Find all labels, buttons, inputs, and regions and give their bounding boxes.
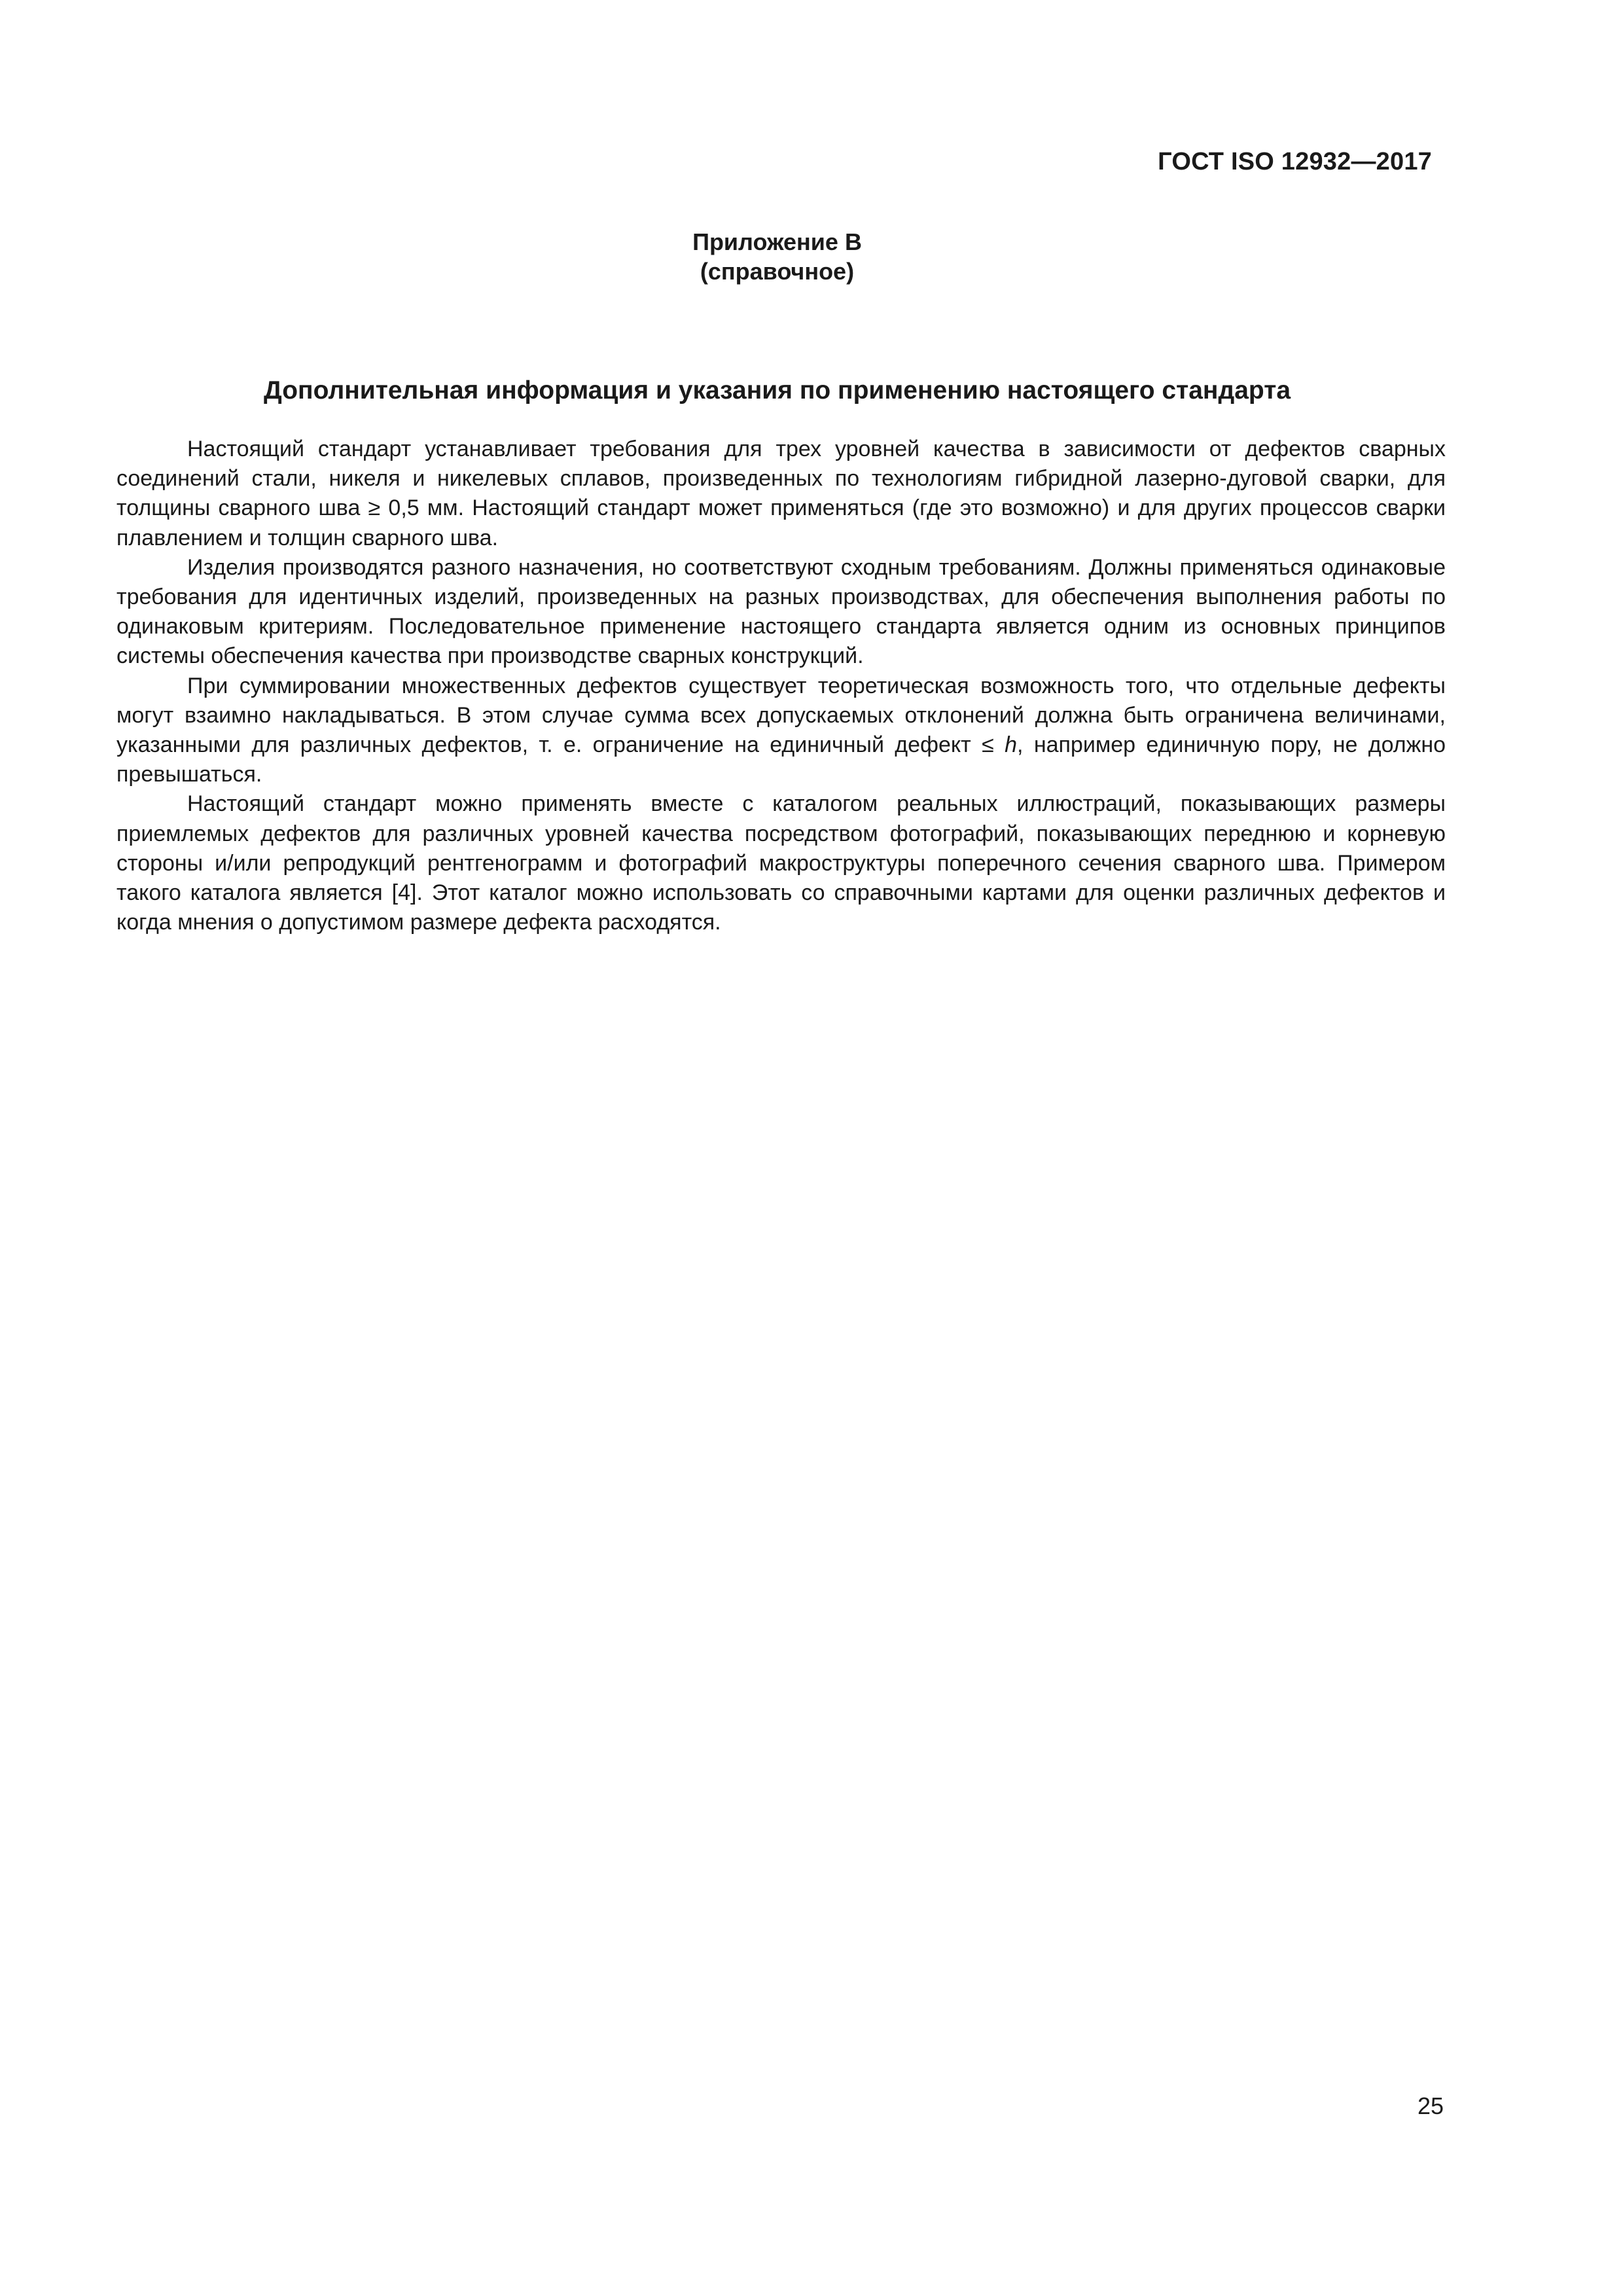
paragraph-3-text-before: При суммировании множественных дефектов существует теоретическая возможность того, что отдельные дефекты могут взаимно накладываться. В этом случае сумма всех допускаемых отклонений должна быть ограничена величинами, указанными для различных дефектов, т. е. ограничение на единичный дефект ≤	[116, 673, 1446, 758]
annex-body	[116, 435, 1446, 937]
annex-title: Дополнительная информация и указания по применению настоящего стандарта	[263, 376, 1291, 404]
page-number: 25	[1417, 2092, 1444, 2119]
paragraph-2: Изделия производятся разного назначения, но соответствуют сходным требованиям. Должны применяться одинаковые требования для идентичных изделий, произведенных на разных производствах, для обеспечения выполнения работы по одинаковым критериям. Последовательное применение настоящего стандарта является одним из основных принципов системы обеспечения качества при производстве сварных конструкций.	[116, 554, 1446, 669]
paragraph-1: Настоящий стандарт устанавливает требования для трех уровней качества в зависимости от дефектов сварных соединений стали, никеля и никелевых сплавов, произведенных по технологиям гибридной лазерно-дуговой сварки, для толщины сварного шва ≥ 0,5 мм. Настоящий стандарт может применяться (где это возможно) и для других процессов сварки плавлением и толщин сварного шва.	[116, 437, 1446, 550]
paragraph-3	[116, 672, 1446, 790]
paragraph-4: Настоящий стандарт можно применять вместе с каталогом реальных иллюстраций, показывающих размеры приемлемых дефектов для различных уровней качества посредством фотографий, показывающих переднюю и корневую стороны и/или репродукций рентгенограмм и фотографий макроструктуры поперечного сечения сварного шва. Примером такого каталога является [4]. Этот каталог можно использовать со справочными картами для оценки различных дефектов и когда мнения о допустимом размере дефекта расходятся.	[116, 791, 1446, 935]
annex-heading	[0, 227, 1554, 286]
paragraph-3-text-after: , например единичную пору, не должно превышаться.	[116, 732, 1446, 787]
symbol-h: h	[1005, 732, 1018, 758]
annex-label: Приложение В	[692, 228, 862, 255]
annex-status: (справочное)	[700, 258, 855, 285]
document-code: ГОСТ ISO 12932—2017	[1158, 148, 1432, 175]
